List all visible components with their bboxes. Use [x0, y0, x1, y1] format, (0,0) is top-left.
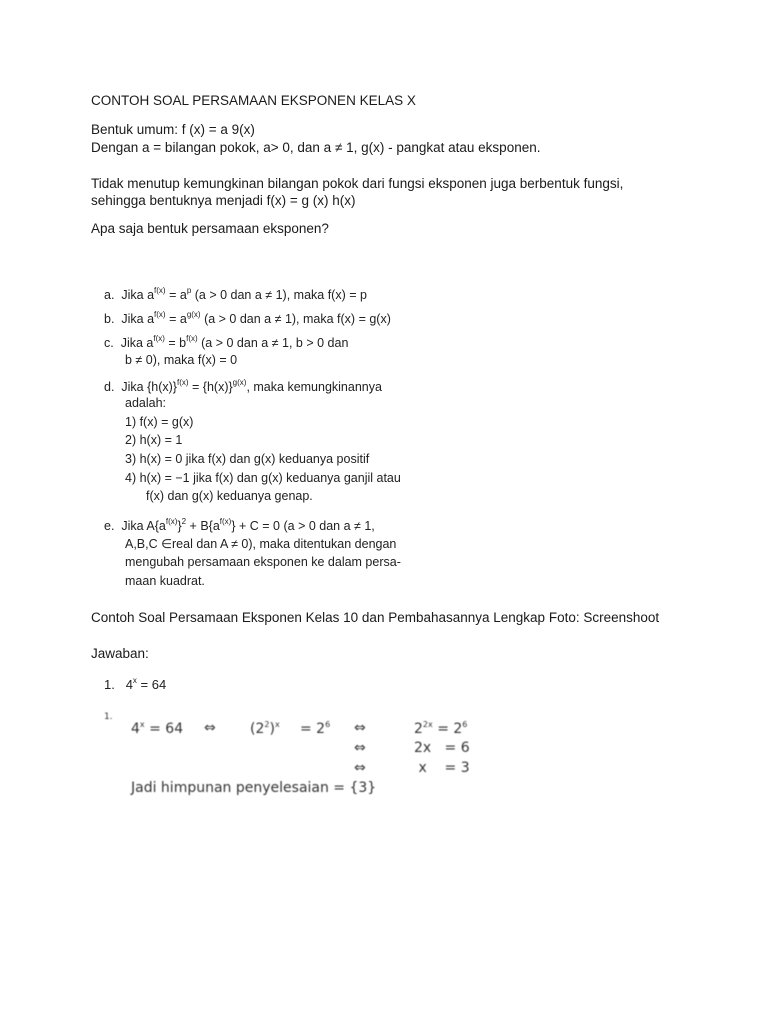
rule-e: e. Jika $A\{a^{f(x)}\}^2 + B\{a^{f(x)}\} + C = 0$ (a > 0 dan a ≠ 1, [104, 517, 375, 533]
rule-d: d. Jika $\{h(x)\}^{f(x)} = \{h(x)\}^{g(x)}$, maka kemungkinannya [104, 378, 382, 394]
rule-b: b. Jika $a^{f(x)} = a^{g(x)}$ (a > 0 dan a ≠ 1), maka f(x) = g(x) [104, 310, 391, 326]
solution-number: 1. [104, 712, 113, 722]
rule-e-3: mengubah persamaan eksponen ke dalam persa- [125, 555, 401, 569]
paragraph-2-line-2: sehingga bentuknya menjadi f(x) = g (x) h(x) [91, 193, 356, 208]
equivalence-arrow: ⇔ [354, 740, 366, 756]
solution-row-1-rhs: $2^{2x} = 2^6$ [414, 720, 468, 737]
rule-d-1: 1) f(x) = g(x) [125, 415, 194, 429]
rule-e-2: A,B,C ∈real dan A ≠ 0), maka ditentukan dengan [125, 537, 397, 551]
page-title: CONTOH SOAL PERSAMAAN EKSPONEN KELAS X [91, 93, 416, 108]
rule-d-3: 3) h(x) = 0 jika f(x) dan g(x) keduanya positif [125, 452, 370, 466]
solution-conclusion: Jadi himpunan penyelesaian = {3} [131, 780, 377, 796]
equivalence-arrow: ⇔ [354, 720, 366, 736]
solution-row-1-lhs: $4^x = 64$ [131, 720, 184, 737]
equivalence-arrow: ⇔ [204, 720, 216, 736]
rule-d-4-cont: f(x) dan g(x) keduanya genap. [146, 489, 313, 503]
rule-d-4: 4) h(x) = −1 jika f(x) dan g(x) keduanya ganjil atau [125, 471, 401, 485]
image-caption: Contoh Soal Persamaan Eksponen Kelas 10 dan Pembahasannya Lengkap Foto: Screenshoot [91, 610, 660, 625]
answer-label: Jawaban: [91, 646, 149, 661]
rule-e-4: maan kuadrat. [125, 574, 205, 588]
intro-line-1: Bentuk umum: f (x) = a 9(x) [91, 122, 255, 137]
solution-row-1-mid: $(2^2)^x$ [250, 720, 280, 737]
rule-a: a. Jika $a^{f(x)} = a^p$ (a > 0 dan a ≠ 1), maka f(x) = p [104, 286, 367, 302]
equivalence-arrow: ⇔ [354, 760, 366, 776]
intro-line-2: Dengan a = bilangan pokok, a> 0, dan a ≠ 1, g(x) - pangkat atau eksponen. [91, 140, 541, 155]
question-text: Apa saja bentuk persamaan eksponen? [91, 221, 329, 236]
problem-line: 1. $4^x = 64$ [104, 676, 167, 692]
rule-d-2: 2) h(x) = 1 [125, 433, 183, 447]
solution-figure [104, 712, 470, 807]
rules-figure [104, 282, 414, 592]
paragraph-2-line-1: Tidak menutup kemungkinan bilangan pokok dari fungsi eksponen juga berbentuk fungsi, [91, 176, 624, 191]
problem-figure [104, 674, 204, 698]
rule-d-adalah: adalah: [125, 396, 167, 410]
rule-c: c. Jika $a^{f(x)} = b^{f(x)}$ (a > 0 dan a ≠ 1, b > 0 dan [104, 334, 349, 350]
solution-row-2: 2x = 6 [414, 740, 470, 756]
solution-row-3: x = 3 [414, 760, 470, 776]
rule-c-cont: b ≠ 0), maka f(x) = 0 [125, 353, 238, 367]
solution-row-1-eq: = $2^6$ [300, 720, 331, 737]
